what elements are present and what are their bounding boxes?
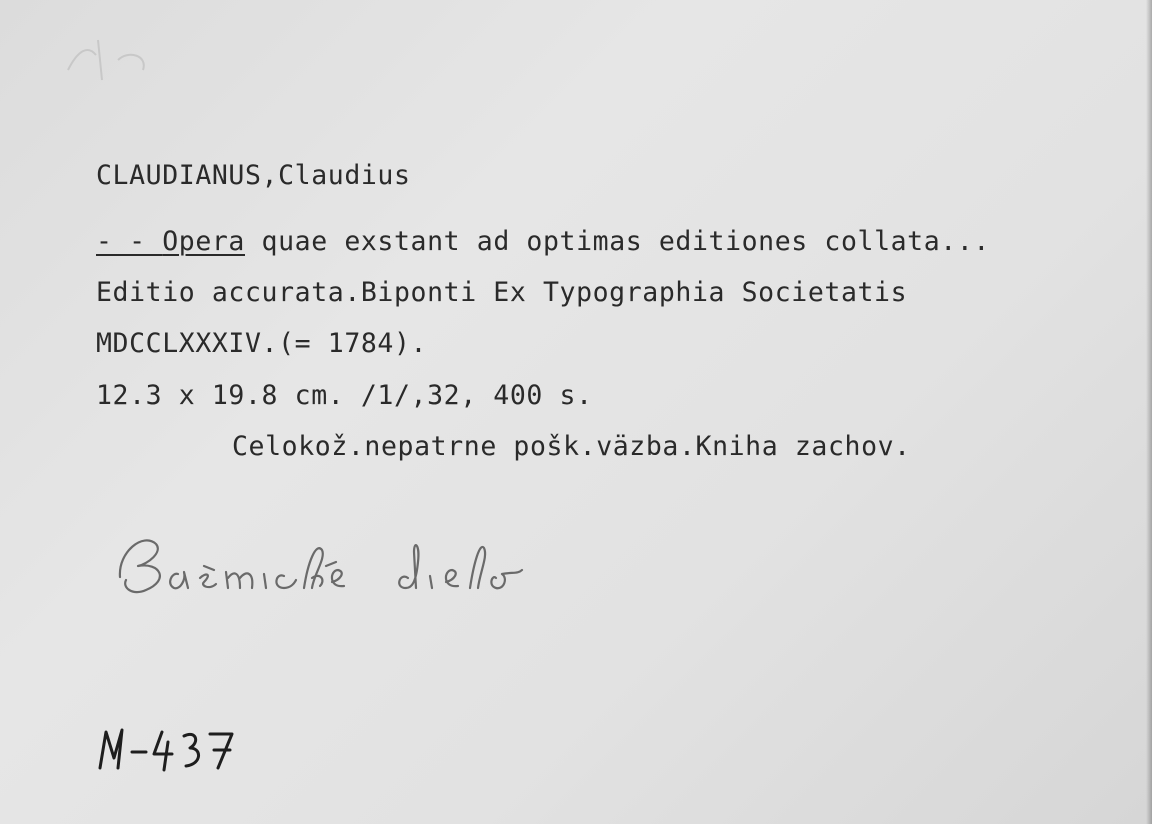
imprint-line: Editio accurata.Biponti Ex Typographia Societatis	[96, 277, 908, 308]
title-rest: quae exstant ad optimas editiones collata...	[245, 226, 990, 257]
collation-line: 12.3 x 19.8 cm. /1/,32, 400 s.	[96, 380, 593, 411]
title-line	[96, 226, 990, 257]
date-line: MDCCLXXXIV.(= 1784).	[96, 328, 428, 359]
author-heading: CLAUDIANUS,Claudius	[96, 160, 411, 191]
title-prefix: - -	[96, 226, 163, 257]
condition-note: Celokož.nepatrne pošk.väzba.Kniha zachov.	[232, 431, 911, 462]
call-number	[92, 720, 252, 780]
title-underlined: Opera	[162, 226, 245, 257]
handwritten-note	[108, 522, 628, 612]
